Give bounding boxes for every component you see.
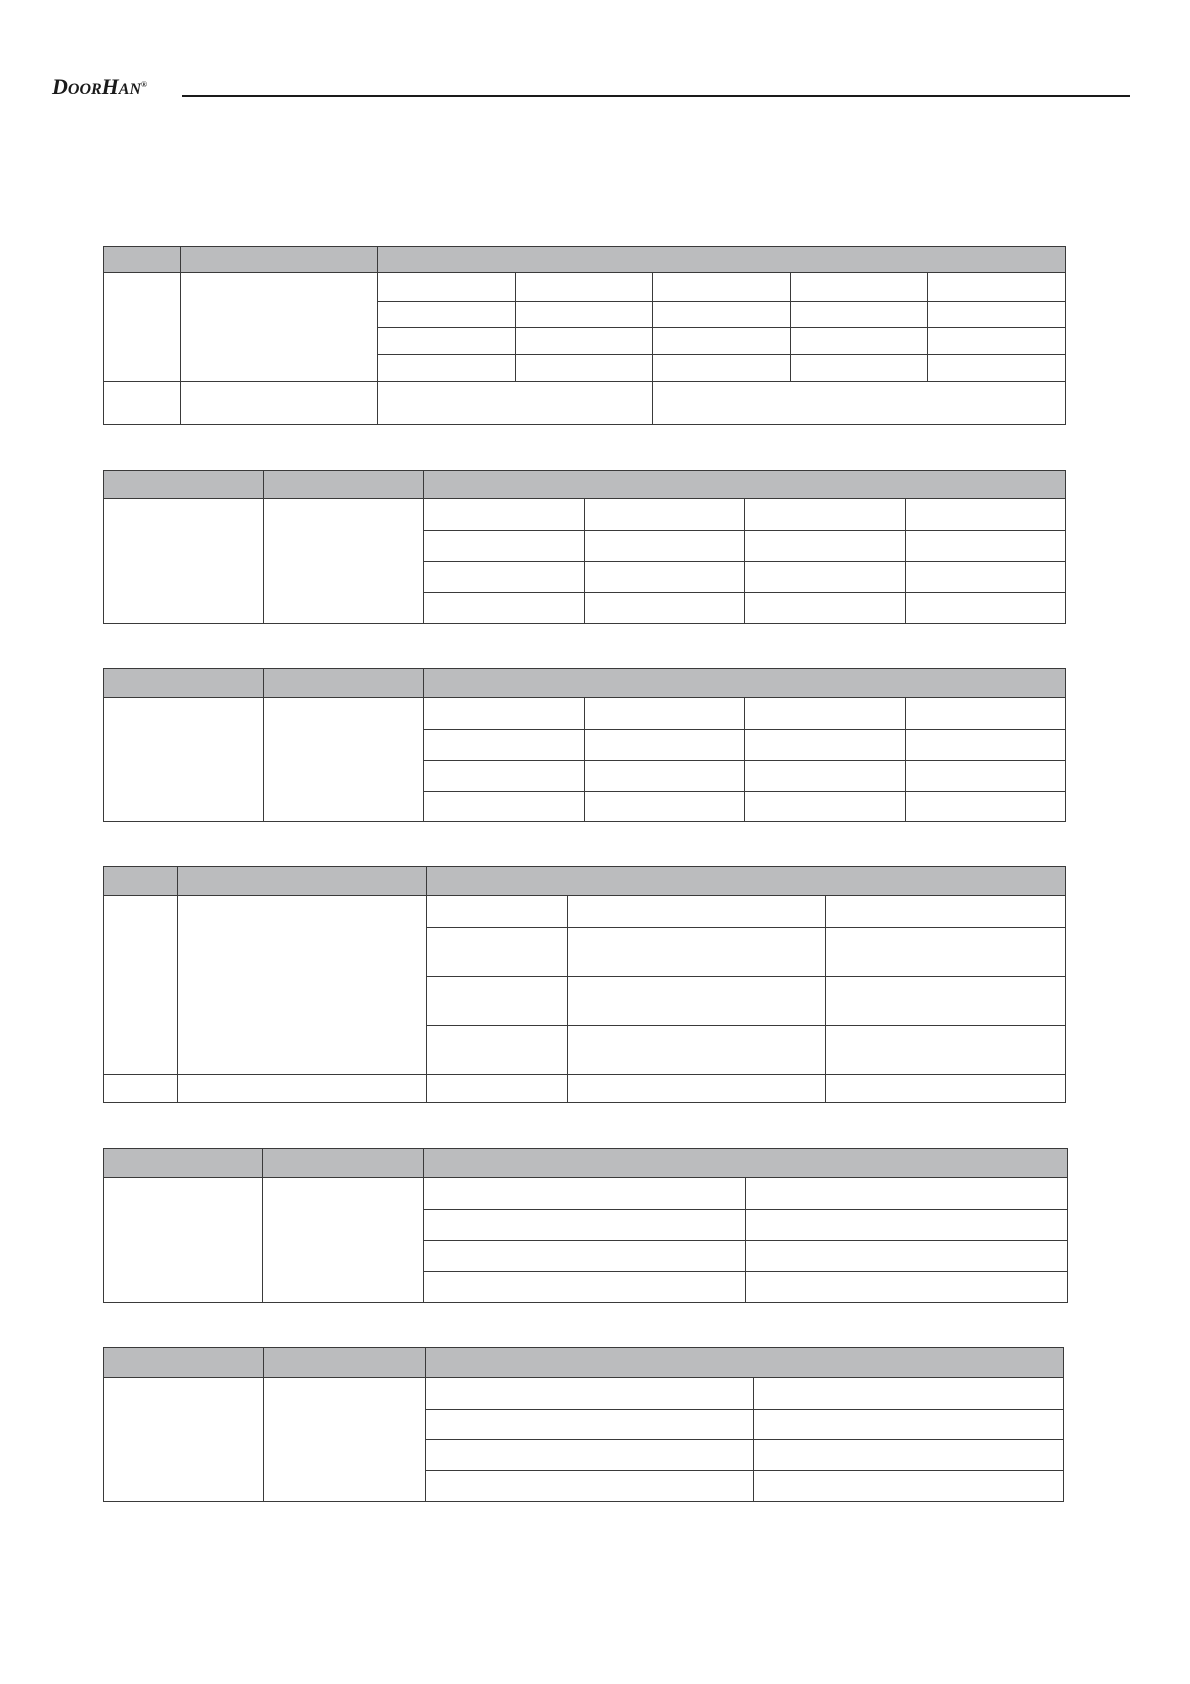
column-divider xyxy=(905,698,906,822)
table-6 xyxy=(103,1347,1064,1502)
column-divider xyxy=(745,1178,746,1303)
row-divider xyxy=(103,1074,1066,1075)
table-5 xyxy=(103,1148,1068,1303)
table-frame xyxy=(103,866,1066,1103)
row-divider xyxy=(425,1439,1064,1440)
column-divider xyxy=(515,273,516,381)
table-3 xyxy=(103,668,1066,822)
doorhan-logo xyxy=(52,76,147,98)
table-4 xyxy=(103,866,1066,1103)
table-2 xyxy=(103,470,1066,624)
column-divider xyxy=(905,499,906,624)
column-divider xyxy=(744,698,745,822)
table-frame xyxy=(103,246,1066,425)
column-divider xyxy=(825,896,826,1103)
logo-letter: H xyxy=(101,74,119,99)
registered-mark: ® xyxy=(141,80,148,89)
logo-letters: OOR xyxy=(67,81,102,98)
column-divider xyxy=(652,273,653,425)
column-divider xyxy=(927,273,928,381)
row-divider xyxy=(377,354,1066,355)
column-divider xyxy=(790,273,791,381)
column-divider xyxy=(744,499,745,624)
logo-letters: AN xyxy=(118,81,142,98)
row-divider xyxy=(426,927,1066,928)
column-divider xyxy=(567,896,568,1103)
header-rule xyxy=(182,95,1130,97)
row-divider xyxy=(426,976,1066,977)
column-divider xyxy=(753,1378,754,1502)
row-divider xyxy=(425,1409,1064,1410)
table-frame xyxy=(103,1347,1064,1502)
row-divider xyxy=(377,327,1066,328)
row-divider xyxy=(103,381,1066,382)
row-divider xyxy=(425,1470,1064,1471)
row-divider xyxy=(377,301,1066,302)
row-divider xyxy=(426,1025,1066,1026)
logo-letter: D xyxy=(52,74,68,99)
table-1 xyxy=(103,246,1066,425)
table-frame xyxy=(103,1148,1068,1303)
column-divider xyxy=(584,698,585,822)
column-divider xyxy=(584,499,585,624)
